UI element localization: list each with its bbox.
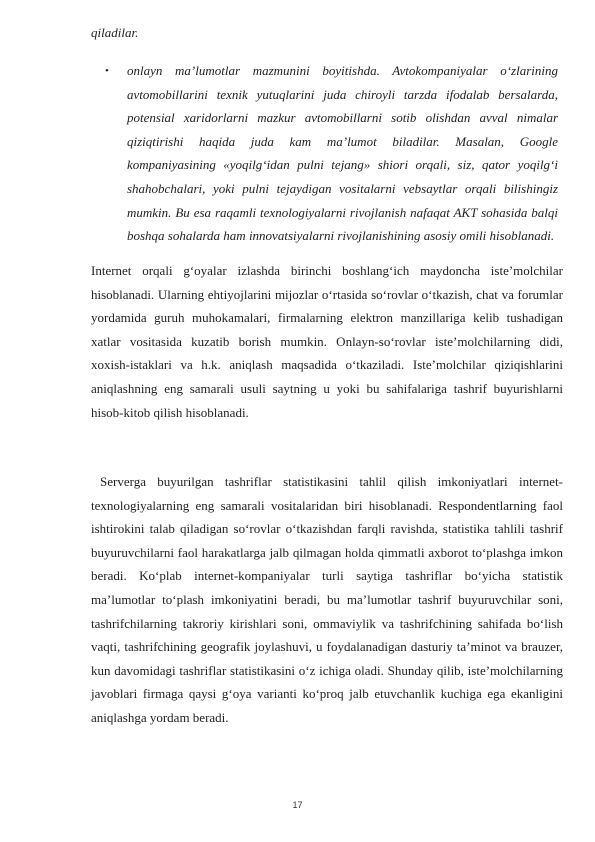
paragraph-1: Internet orqali g‘oyalar izlashda birinchi boshlang‘ich maydoncha iste’molchilar hisoblanadi. Ularning ehtiyojlarini mijozlar o‘rtasida so‘rovlar o‘tkazish, chat va forumlar yordamida guruh muhokamalari, firmalarning elektron manzillariga kelib tushadigan xatlar vositasida kuzatib borish mumkin. Onlayn-so‘rovlar iste’molchilarning didi, xoxish-istaklari va h.k. aniqlash maqsadida o‘tkaziladi. Iste’molchilar qiziqishlarini aniqlashning eng samarali usuli saytning u yoki bu sahifalariga tashrif buyurishlarni hisob-kitob qilish hisoblanadi. bbox=[91, 263, 563, 420]
bullet-item bbox=[91, 59, 560, 248]
bullet-icon: • bbox=[105, 65, 109, 77]
page-number: 17 bbox=[292, 800, 303, 810]
continued-text-fragment: qiladilar. bbox=[91, 25, 139, 40]
bullet-text: onlayn ma’lumotlar mazmunini boyitishda. Avtokompaniyalar o‘zlarining avtomobillarini texnik yutuqlarini juda chiroyli tarzda ifodalab bersalarda, potensial xaridorlarni mazkur avtomobillarni sotib olishdan avval nimalar qiziqtirishi haqida juda kam ma’lumot biladilar. Masalan, Google kompaniyasining «yoqilg‘idan pulni tejang» shiori orqali, siz, qator yoqilg‘i shahobchalari, yoki pulni tejaydigan vositalarni vebsaytlar orqali bilishingiz mumkin. Bu esa raqamli texnologiyalarni rivojlanish nafaqat AKT sohasida balqi boshqa sohalarda ham innovatsiyalarni rivojlanishining asosiy omili hisoblanadi. bbox=[127, 63, 558, 244]
paragraph-2: Serverga buyurilgan tashriflar statistikasini tahlil qilish imkoniyatlari internet-texnologiyalarning eng samarali vositalaridan biri hisoblanadi. Respondentlarning faol ishtirokini talab qiladigan so‘rovlar o‘tkazishdan farqli ravishda, statistika tahlili tashrif buyuruvchilarni faol harakatlarga jalb qilmagan holda qimmatli axborot to‘plashga imkon beradi. Ko‘plab internet-kompaniyalar turli saytiga tashriflar bo‘yicha statistik ma’lumotlar to‘plash imkoniyatini beradi, bu ma’lumotlar tashrif buyuruvchilar soni, tashrifchilarning takroriy kirishlari soni, ommaviylik va tashrifchining sahifada bo‘lish vaqti, tashrifchining geografik joylashuvi, u foydalanadigan dasturiy ta’minot va brauzer, kun davomidagi tashriflar statistikasini o‘z ichiga oladi. Shunday qilib, iste’molchilarning javoblari firmaga qaysi g‘oya varianti ko‘proq jalb etuvchanlik kuchiga ega ekanligini aniqlashga yordam beradi. bbox=[91, 474, 563, 725]
